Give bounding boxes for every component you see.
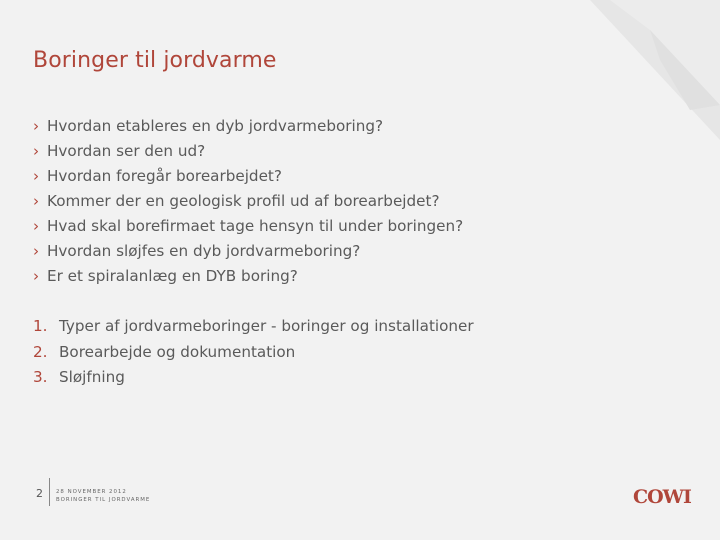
list-item-text: Er et spiralanlæg en DYB boring?: [47, 267, 298, 285]
question-list: [33, 114, 463, 289]
slide-title: Boringer til jordvarme: [33, 48, 277, 73]
footer-caption: [56, 488, 150, 504]
chevron-right-icon: ›: [33, 217, 40, 235]
footer-title: BORINGER TIL JORDVARME: [56, 497, 151, 503]
list-item: [33, 164, 463, 189]
chevron-right-icon: ›: [33, 242, 40, 260]
footer-divider: [49, 478, 50, 506]
chevron-right-icon: ›: [33, 267, 40, 285]
chevron-right-icon: ›: [33, 117, 40, 135]
corner-decoration: [590, 0, 720, 140]
list-item-text: Hvordan ser den ud?: [47, 142, 206, 160]
list-item-text: Hvordan foregår borearbejdet?: [47, 167, 282, 185]
footer-date: 28 NOVEMBER 2012: [56, 489, 127, 495]
chevron-right-icon: ›: [33, 142, 40, 160]
list-item: [33, 189, 463, 214]
agenda-item: [33, 314, 474, 340]
agenda-number: 2.: [33, 342, 48, 361]
list-item-text: Hvordan sløjfes en dyb jordvarmeboring?: [47, 242, 361, 260]
list-item: [33, 239, 463, 264]
agenda-text: Sløjfning: [59, 368, 125, 386]
agenda-item: [33, 340, 474, 366]
list-item: [33, 264, 463, 289]
agenda-number: 1.: [33, 317, 48, 335]
agenda-text: Typer af jordvarmeboringer - boringer og installationer: [59, 317, 474, 335]
list-item-text: Kommer der en geologisk profil ud af borearbejdet?: [47, 192, 440, 210]
page-number: 2: [36, 487, 43, 500]
list-item: [33, 214, 463, 239]
agenda-item: [33, 365, 474, 391]
list-item: [33, 114, 463, 139]
cowi-logo: COWI: [633, 486, 691, 508]
list-item-text: Hvad skal borefirmaet tage hensyn til under boringen?: [47, 217, 464, 235]
chevron-right-icon: ›: [33, 167, 40, 185]
chevron-right-icon: ›: [33, 192, 40, 210]
agenda-list: [33, 314, 474, 391]
list-item-text: Hvordan etableres en dyb jordvarmeboring?: [47, 117, 384, 135]
agenda-text: Borearbejde og dokumentation: [59, 342, 296, 361]
agenda-number: 3.: [33, 368, 48, 386]
list-item: [33, 139, 463, 164]
